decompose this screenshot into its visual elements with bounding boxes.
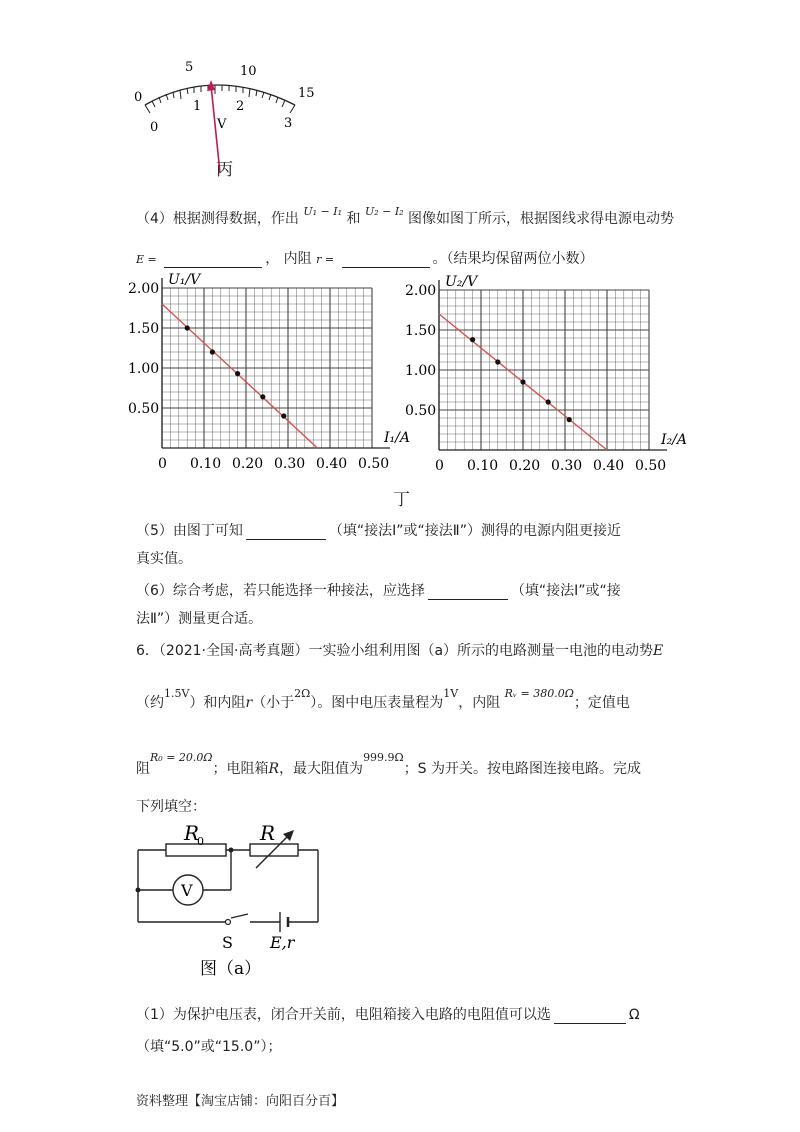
y-tick-label: 1.50 (128, 321, 160, 337)
x-tick-label: 0.50 (635, 458, 667, 474)
x-tick-label: 0.40 (316, 456, 348, 472)
chart-caption: 丁 (393, 490, 410, 510)
circuit-caption: 图（a） (200, 959, 262, 978)
upper-tick-15: 15 (298, 86, 315, 101)
x-tick-label: 0 (158, 456, 167, 472)
data-point (546, 399, 551, 404)
x-tick-label: 0 (435, 458, 444, 474)
data-point (260, 394, 265, 399)
data-point (235, 371, 240, 376)
q4-expr2: U₂ − I₂ (364, 205, 404, 218)
x-tick-label: 0.10 (190, 456, 222, 472)
label-r0: R (184, 821, 200, 845)
label-s: S (222, 933, 233, 952)
chart-u2-i2 (405, 272, 695, 477)
label-r: R (260, 821, 276, 845)
q5-line1: （5）由图丁可知 （填“接法Ⅰ”或“接法Ⅱ”）测得的电源内阻更接近 (136, 523, 621, 539)
dial-arc (145, 85, 295, 105)
y-tick-label: 2.00 (128, 281, 160, 297)
q1-line2: （填“5.0”或“15.0”）； (136, 1039, 282, 1055)
dial-ticks (145, 85, 295, 113)
y-tick-label: 1.50 (405, 323, 437, 339)
upper-tick-0: 0 (134, 90, 143, 105)
answer-blank-q5[interactable] (246, 525, 326, 540)
chart-u1-i1 (128, 270, 418, 475)
data-point (520, 379, 525, 384)
answer-blank-q1[interactable] (554, 1009, 626, 1024)
y-tick-label: 2.00 (405, 283, 437, 299)
page-footer: 资料整理【淘宝店铺：向阳百分百】 (136, 1094, 345, 1109)
x-tick-label: 0.10 (467, 458, 499, 474)
resistor-r0 (166, 844, 226, 856)
answer-blank-q6[interactable] (428, 585, 508, 600)
label-er: E,r (270, 933, 295, 952)
q6-line1: （6）综合考虑，若只能选择一种接法，应选择 （填“接法Ⅰ”或“接 (136, 583, 621, 599)
q6-line2: 法Ⅱ”）测量更合适。 (136, 611, 263, 627)
y-tick-label: 0.50 (128, 401, 160, 417)
lower-tick-1: 1 (193, 99, 202, 114)
data-point (495, 359, 500, 364)
y-tick-label: 0.50 (405, 403, 437, 419)
x-tick-label: 0.30 (551, 458, 583, 474)
answer-blank-e[interactable] (164, 253, 262, 268)
x-tick-label: 0.30 (274, 456, 306, 472)
lower-tick-0: 0 (150, 120, 159, 135)
svg-text:V: V (181, 881, 193, 900)
problem6-line1: 6．（2021·全国·高考真题）一实验小组利用图（a）所示的电路测量一电池的电动势E (136, 643, 664, 659)
data-point (567, 417, 572, 422)
switch-contact (226, 920, 231, 925)
lower-tick-3: 3 (284, 116, 293, 131)
circuit-diagram (128, 818, 338, 978)
svg-text:0: 0 (197, 835, 204, 848)
answer-blank-r[interactable] (342, 253, 430, 268)
y-axis-label: U₂/V (445, 274, 478, 290)
q5-line2: 真实值。 (136, 551, 192, 567)
y-axis-label: U₁/V (168, 272, 201, 288)
y-tick-label: 1.00 (405, 363, 437, 379)
upper-tick-5: 5 (185, 60, 194, 75)
problem6-line4: 下列填空： (136, 799, 206, 815)
x-axis-label: I₁/A (384, 430, 410, 446)
data-point (470, 337, 475, 342)
x-tick-label: 0.20 (232, 456, 264, 472)
lower-tick-2: 2 (236, 99, 245, 114)
upper-tick-10: 10 (240, 64, 257, 79)
data-point (281, 413, 286, 418)
x-tick-label: 0.40 (593, 458, 625, 474)
unit-label: V (217, 117, 227, 132)
data-point (185, 325, 190, 330)
meter-caption: 丙 (216, 160, 233, 180)
y-tick-label: 1.00 (128, 361, 160, 377)
q1-line1: （1）为保护电压表，闭合开关前，电阻箱接入电路的电阻值可以选 Ω (136, 1007, 640, 1023)
q4-expr1: U₁ − I₁ (303, 205, 343, 218)
q4-line1: （4）根据测得数据，作出 $^{U_1 - I_1}$ 和 $^{U_2 - I_2}$ 图像如图丁所示，根据图线求得电源电动势 (136, 205, 675, 227)
q4-line2: E = ， 内阻 r = 。（结果均保留两位小数） (136, 251, 594, 267)
problem6-line3: 阻$^{R_0 = 20.0\Omega}$；电阻箱R，最大阻值为$^{999.9\Omega}$；S 为开关。按电路图连接电路。完成 (136, 751, 642, 777)
problem6-line2: （约$^{1.5V}$）和内阻r（小于$^{2\Omega}$）。图中电压表量程为$^{1V}$，内阻 $^{Rᵥ = 380.0\Omega}$；定值电 (136, 687, 630, 711)
data-point (210, 349, 215, 354)
x-tick-label: 0.50 (358, 456, 390, 472)
x-axis-label: I₂/A (661, 432, 687, 448)
x-tick-label: 0.20 (509, 458, 541, 474)
